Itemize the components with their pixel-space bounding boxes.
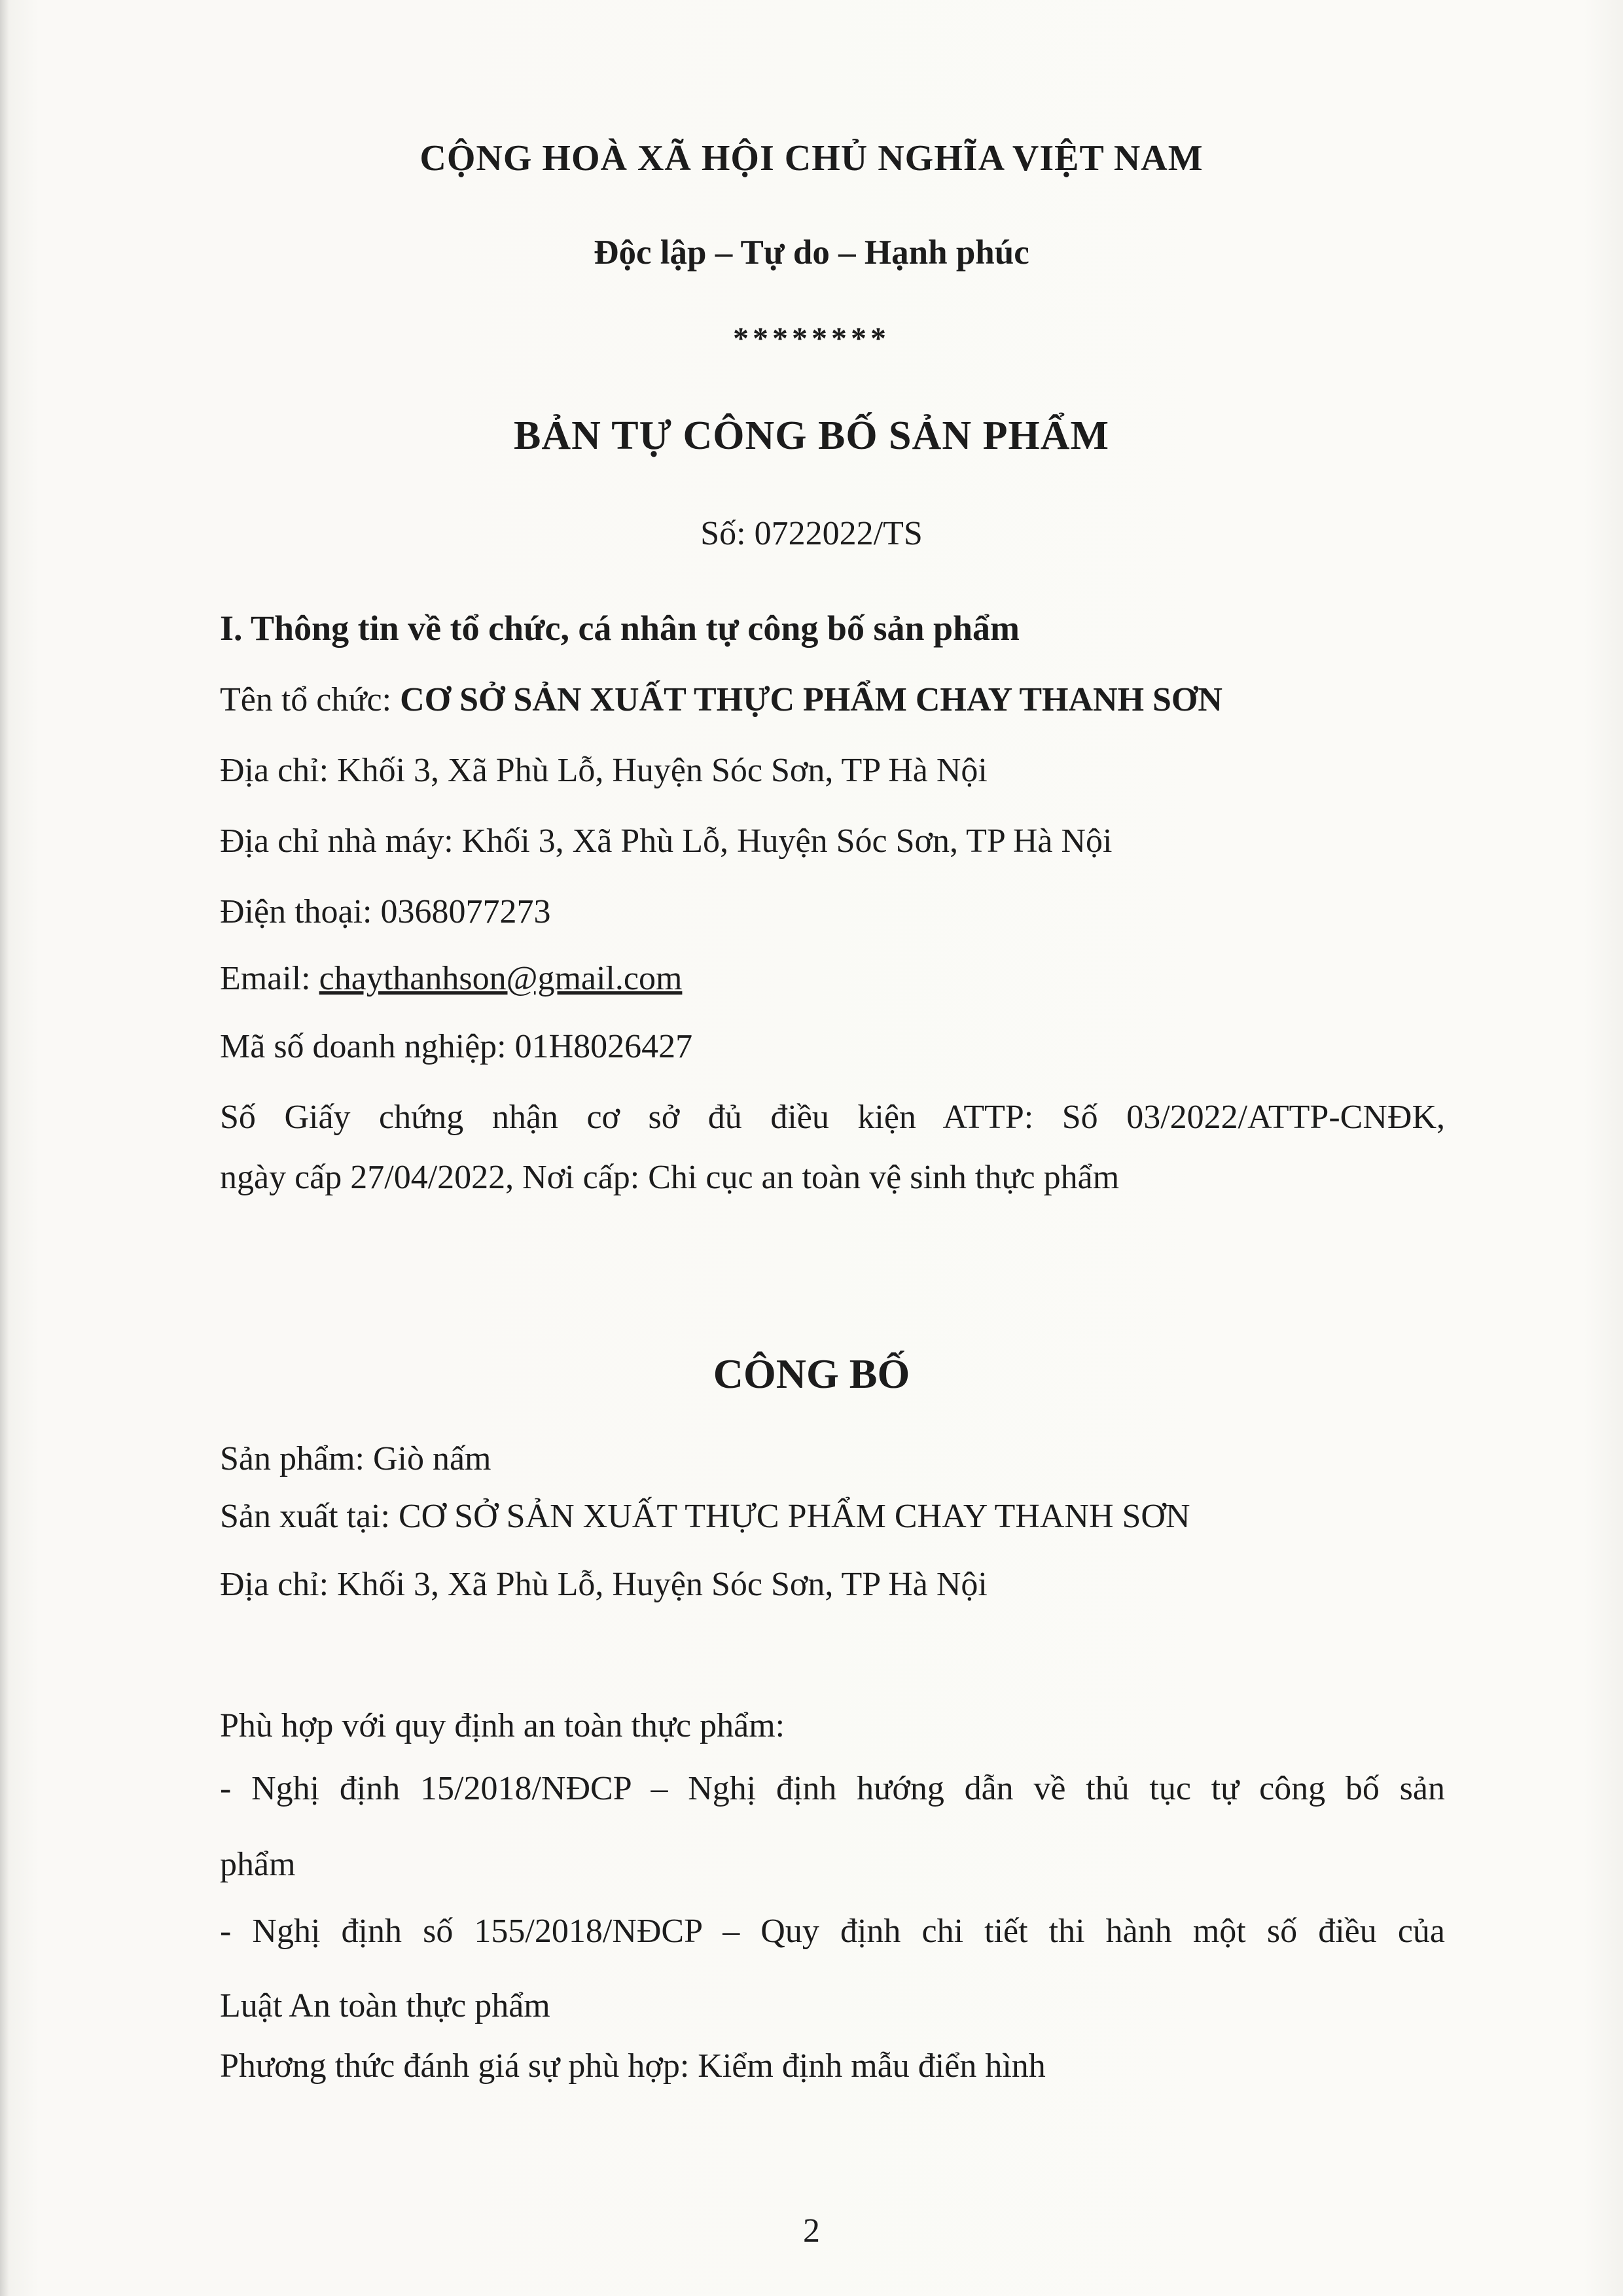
phone-row: Điện thoại: 0368077273 bbox=[220, 893, 551, 930]
certificate-row-1: Số Giấy chứng nhận cơ sở đủ điều kiện ATTP: Số 03/2022/ATTP-CNĐK, bbox=[220, 1099, 1445, 1136]
national-motto: Độc lập – Tự do – Hạnh phúc bbox=[594, 234, 1029, 272]
tax-code-row: Mã số doanh nghiệp: 01H8026427 bbox=[220, 1028, 693, 1065]
decree-1-line-1: - Nghị định 15/2018/NĐCP – Nghị định hướng dẫn về thủ tục tự công bố sản bbox=[220, 1770, 1445, 1807]
document-number: Số: 0722022/TS bbox=[700, 515, 923, 552]
email-label: Email: bbox=[220, 960, 319, 997]
assessment-method: Phương thức đánh giá sự phù hợp: Kiểm định mẫu điển hình bbox=[220, 2047, 1046, 2085]
organization-name-row bbox=[220, 680, 1222, 720]
organization-label: Tên tổ chức: bbox=[220, 681, 401, 718]
section-heading: I. Thông tin về tổ chức, cá nhân tự công bố sản phẩm bbox=[220, 609, 1020, 648]
declaration-address-row: Địa chỉ: Khối 3, Xã Phù Lỗ, Huyện Sóc Sơn, TP Hà Nội bbox=[220, 1566, 988, 1603]
organization-value: CƠ SỞ SẢN XUẤT THỰC PHẨM CHAY THANH SƠN bbox=[400, 681, 1222, 718]
decree-1-line-2: phẩm bbox=[220, 1846, 296, 1883]
separator-stars: ******** bbox=[733, 321, 890, 356]
national-title: CỘNG HOÀ XÃ HỘI CHỦ NGHĨA VIỆT NAM bbox=[419, 138, 1204, 179]
certificate-row-2: ngày cấp 27/04/2022, Nơi cấp: Chi cục an toàn vệ sinh thực phẩm bbox=[220, 1159, 1120, 1196]
produced-at-row: Sản xuất tại: CƠ SỞ SẢN XUẤT THỰC PHẨM CHAY THANH SƠN bbox=[220, 1498, 1190, 1535]
page-number: 2 bbox=[803, 2212, 820, 2250]
address-row: Địa chỉ: Khối 3, Xã Phù Lỗ, Huyện Sóc Sơn, TP Hà Nội bbox=[220, 752, 988, 789]
email-link[interactable]: chaythanhson@gmail.com bbox=[319, 960, 683, 997]
compliance-intro: Phù hợp với quy định an toàn thực phẩm: bbox=[220, 1707, 785, 1744]
decree-2-line-2: Luật An toàn thực phẩm bbox=[220, 1987, 550, 2024]
product-row: Sản phẩm: Giò nấm bbox=[220, 1440, 491, 1477]
declaration-heading: CÔNG BỐ bbox=[713, 1351, 910, 1397]
factory-address-row: Địa chỉ nhà máy: Khối 3, Xã Phù Lỗ, Huyện Sóc Sơn, TP Hà Nội bbox=[220, 822, 1113, 860]
decree-2-line-1: - Nghị định số 155/2018/NĐCP – Quy định chi tiết thi hành một số điều của bbox=[220, 1913, 1445, 1950]
email-row bbox=[220, 959, 682, 998]
document-title: BẢN TỰ CÔNG BỐ SẢN PHẨM bbox=[514, 414, 1109, 458]
